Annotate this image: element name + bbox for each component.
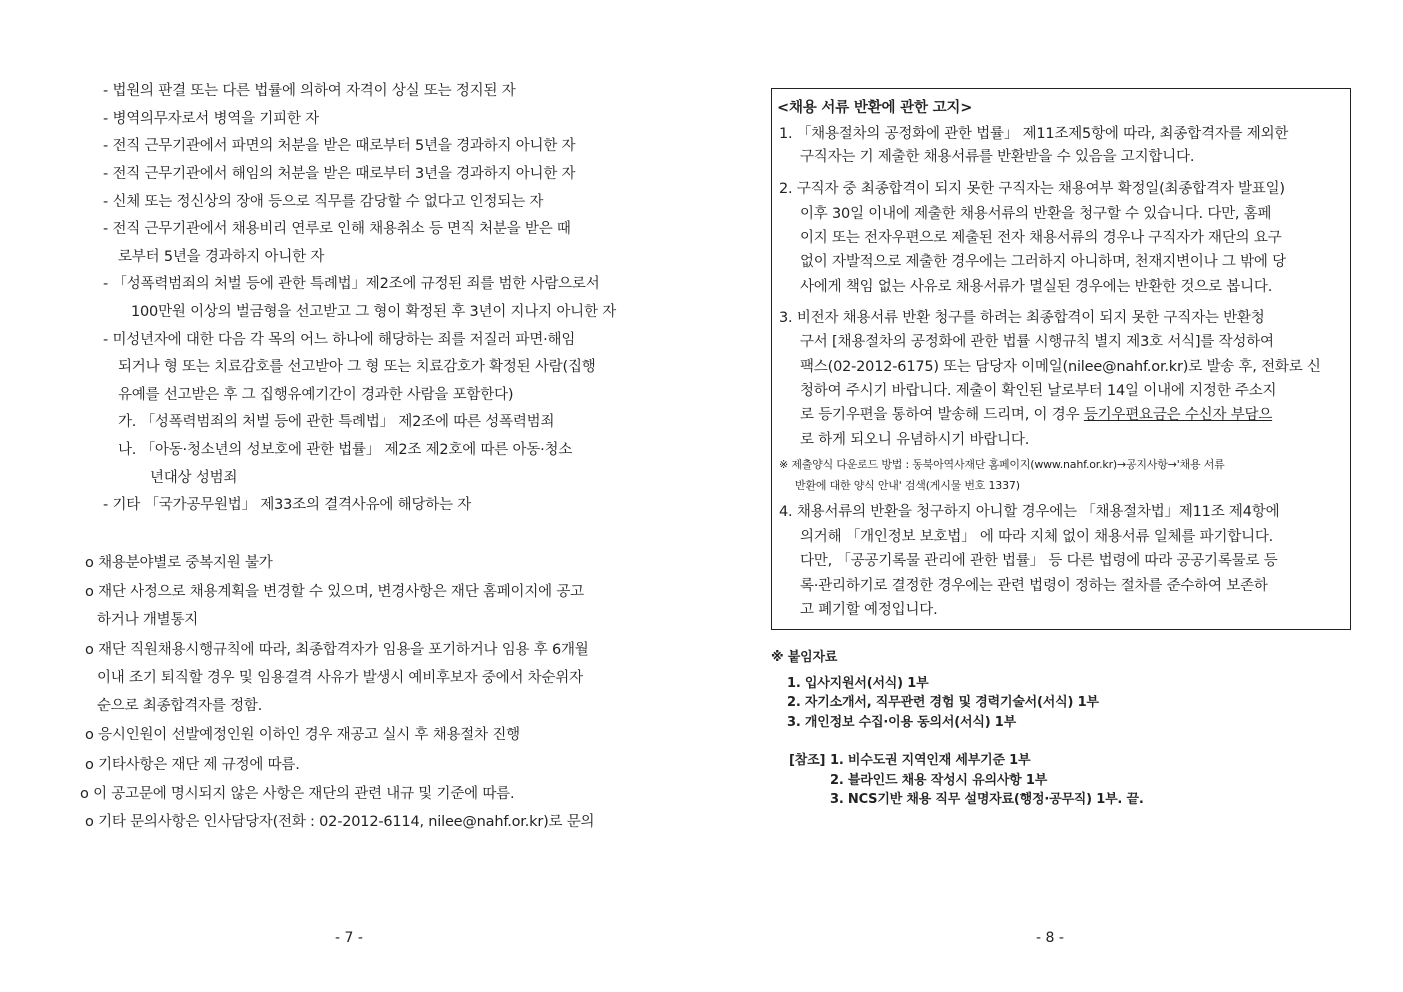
notice-item-4-cont: 다만, 「공공기록물 관리에 관한 법률」 등 다른 법령에 따라 공공기록물로 등 bbox=[800, 553, 1278, 569]
notice-item-4: 4. 채용서류의 반환을 청구하지 아니할 경우에는 「채용절차법」제11조 제4항에 bbox=[779, 504, 1280, 520]
disqualification-item-cont: 유예를 선고받은 후 그 집행유예기간이 경과한 사람을 포함한다) bbox=[118, 387, 514, 403]
attachments-title: ※ 붙임자료 bbox=[771, 650, 838, 665]
notice-item-3-cont: 구서 [채용절차의 공정화에 관한 법률 시행규칙 별지 제3호 서식]를 작성하여 bbox=[800, 334, 1274, 350]
reference-label: [참조] bbox=[789, 753, 826, 768]
sub-item-ga: 가. 「성폭력범죄의 처벌 등에 관한 특례법」 제2조에 따른 성폭력범죄 bbox=[118, 414, 555, 430]
download-note: ※ 제출양식 다운로드 방법 : 동북아역사재단 홈페이지(www.nahf.or.kr)→공지사항→'채용 서류 bbox=[779, 458, 1225, 471]
disqualification-item: - 병역의무자로서 병역을 기피한 자 bbox=[103, 111, 319, 127]
notice-bullet-cont: 순으로 최종합격자를 정함. bbox=[97, 698, 263, 714]
reference-item: 3. NCS기반 채용 직무 설명자료(행정·공무직) 1부. 끝. bbox=[830, 792, 1144, 807]
disqualification-item: - 미성년자에 대한 다음 각 목의 어느 하나에 해당하는 죄를 저질러 파면·해임 bbox=[103, 332, 576, 348]
notice-item-2: 2. 구직자 중 최종합격이 되지 못한 구직자는 채용여부 확정일(최종합격자 발표일) bbox=[779, 181, 1285, 197]
attachment-item: 1. 입사지원서(서식) 1부 bbox=[787, 676, 929, 691]
notice-item-1-cont: 구직자는 기 제출한 채용서류를 반환받을 수 있음을 고지합니다. bbox=[800, 149, 1195, 165]
attachment-item: 2. 자기소개서, 직무관련 경험 및 경력기술서(서식) 1부 bbox=[787, 695, 1099, 710]
reference-item: 1. 비수도권 지역인재 세부기준 1부 bbox=[830, 753, 1031, 768]
notice-bullet-cont: 이내 조기 퇴직할 경우 및 임용결격 사유가 발생시 예비후보자 중에서 차순위자 bbox=[97, 670, 583, 686]
disqualification-item: - 전직 근무기관에서 채용비리 연루로 인해 채용취소 등 면직 처분을 받은 때 bbox=[103, 221, 571, 237]
disqualification-item-cont: 되거나 형 또는 치료감호를 선고받아 그 형 또는 치료감호가 확정된 사람(집행 bbox=[118, 359, 596, 375]
notice-item-3-cont: 청하여 주시기 바랍니다. 제출이 확인된 날로부터 14일 이내에 지정한 주소지 bbox=[800, 383, 1277, 399]
postage-note: 등기우편요금은 수신자 부담으 bbox=[1083, 407, 1273, 423]
notice-item-3-cont: 팩스(02-2012-6175) 또는 담당자 이메일(nilee@nahf.or.kr)로 발송 후, 전화로 신 bbox=[800, 359, 1321, 375]
notice-bullet: o 채용분야별로 중복지원 불가 bbox=[85, 555, 273, 571]
notice-bullet-cont: 하거나 개별통지 bbox=[97, 612, 199, 628]
reference-item: 2. 블라인드 채용 작성시 유의사항 1부 bbox=[830, 773, 1048, 788]
notice-item-2-cont: 이후 30일 이내에 제출한 채용서류의 반환을 청구할 수 있습니다. 다만, 홈페 bbox=[800, 206, 1272, 222]
notice-bullet: o 기타 문의사항은 인사담당자(전화 : 02-2012-6114, nilee@nahf.or.kr)로 문의 bbox=[85, 814, 595, 830]
notice-item-4-cont: 의거해 「개인정보 보호법」 에 따라 지체 없이 채용서류 일체를 파기합니다. bbox=[800, 529, 1274, 545]
disqualification-item: - 기타 「국가공무원법」 제33조의 결격사유에 해당하는 자 bbox=[103, 497, 472, 513]
notice-item-2-cont: 사에게 책임 없는 사유로 채용서류가 멸실된 경우에는 반환한 것으로 봅니다. bbox=[800, 279, 1273, 295]
notice-item-4-cont: 록·관리하기로 결정한 경우에는 관련 법령이 정하는 절차를 준수하여 보존하 bbox=[800, 578, 1268, 594]
notice-item-3: 3. 비전자 채용서류 반환 청구를 하려는 최종합격이 되지 못한 구직자는 반환청 bbox=[779, 310, 1265, 326]
disqualification-item-cont: 100만원 이상의 벌금형을 선고받고 그 형이 확정된 후 3년이 지나지 아니한 자 bbox=[131, 304, 617, 320]
notice-item-2-cont: 없이 자발적으로 제출한 경우에는 그러하지 아니하며, 천재지변이나 그 밖에 당 bbox=[800, 254, 1286, 270]
page-number: - 7 - bbox=[335, 930, 363, 946]
sub-item-na-cont: 년대상 성범죄 bbox=[150, 470, 238, 486]
notice-item-2-cont: 이지 또는 전자우편으로 제출된 전자 채용서류의 경우나 구직자가 재단의 요구 bbox=[800, 230, 1282, 246]
notice-bullet: o 이 공고문에 명시되지 않은 사항은 재단의 관련 내규 및 기준에 따름. bbox=[80, 786, 515, 802]
disqualification-item: - 법원의 판결 또는 다른 법률에 의하여 자격이 상실 또는 정지된 자 bbox=[103, 83, 516, 99]
download-note-cont: 반환에 대한 양식 안내' 검색(게시물 번호 1337) bbox=[795, 479, 1020, 492]
notice-bullet: o 기타사항은 재단 제 규정에 따름. bbox=[85, 757, 300, 773]
notice-bullet: o 재단 직원채용시행규칙에 따라, 최종합격자가 임용을 포기하거나 임용 후 6개월 bbox=[85, 642, 589, 658]
notice-bullet: o 응시인원이 선발예정인원 이하인 경우 재공고 실시 후 채용절차 진행 bbox=[85, 727, 520, 743]
notice-bullet: o 재단 사정으로 채용계획을 변경할 수 있으며, 변경사항은 재단 홈페이지에 공고 bbox=[85, 584, 584, 600]
notice-item-3-text: 로 등기우편을 통하여 발송해 드리며, 이 경우 bbox=[800, 407, 1080, 423]
disqualification-item-cont: 로부터 5년을 경과하지 아니한 자 bbox=[118, 249, 325, 265]
page-number: - 8 - bbox=[1036, 930, 1064, 946]
disqualification-item: - 전직 근무기관에서 파면의 처분을 받은 때로부터 5년을 경과하지 아니한 자 bbox=[103, 138, 576, 154]
notice-item-3-cont: 로 하게 되오니 유념하시기 바랍니다. bbox=[800, 432, 1030, 448]
sub-item-na: 나. 「아동·청소년의 성보호에 관한 법률」 제2조 제2호에 따른 아동·청소 bbox=[118, 442, 573, 458]
notice-item-4-cont: 고 폐기할 예정입니다. bbox=[800, 602, 938, 618]
disqualification-item: - 신체 또는 정신상의 장애 등으로 직무를 감당할 수 없다고 인정되는 자 bbox=[103, 194, 544, 210]
notice-item-3-cont bbox=[800, 405, 1272, 425]
disqualification-item: - 전직 근무기관에서 해임의 처분을 받은 때로부터 3년을 경과하지 아니한 자 bbox=[103, 166, 576, 182]
disqualification-item: - 「성폭력범죄의 처벌 등에 관한 특례법」제2조에 규정된 죄를 범한 사람으로서 bbox=[103, 276, 600, 292]
notice-item-1: 1. 「채용절차의 공정화에 관한 법률」 제11조제5항에 따라, 최종합격자를 제외한 bbox=[779, 126, 1289, 142]
notice-title: <채용 서류 반환에 관한 고지> bbox=[777, 100, 973, 116]
attachment-item: 3. 개인정보 수집·이용 동의서(서식) 1부 bbox=[787, 715, 1016, 730]
